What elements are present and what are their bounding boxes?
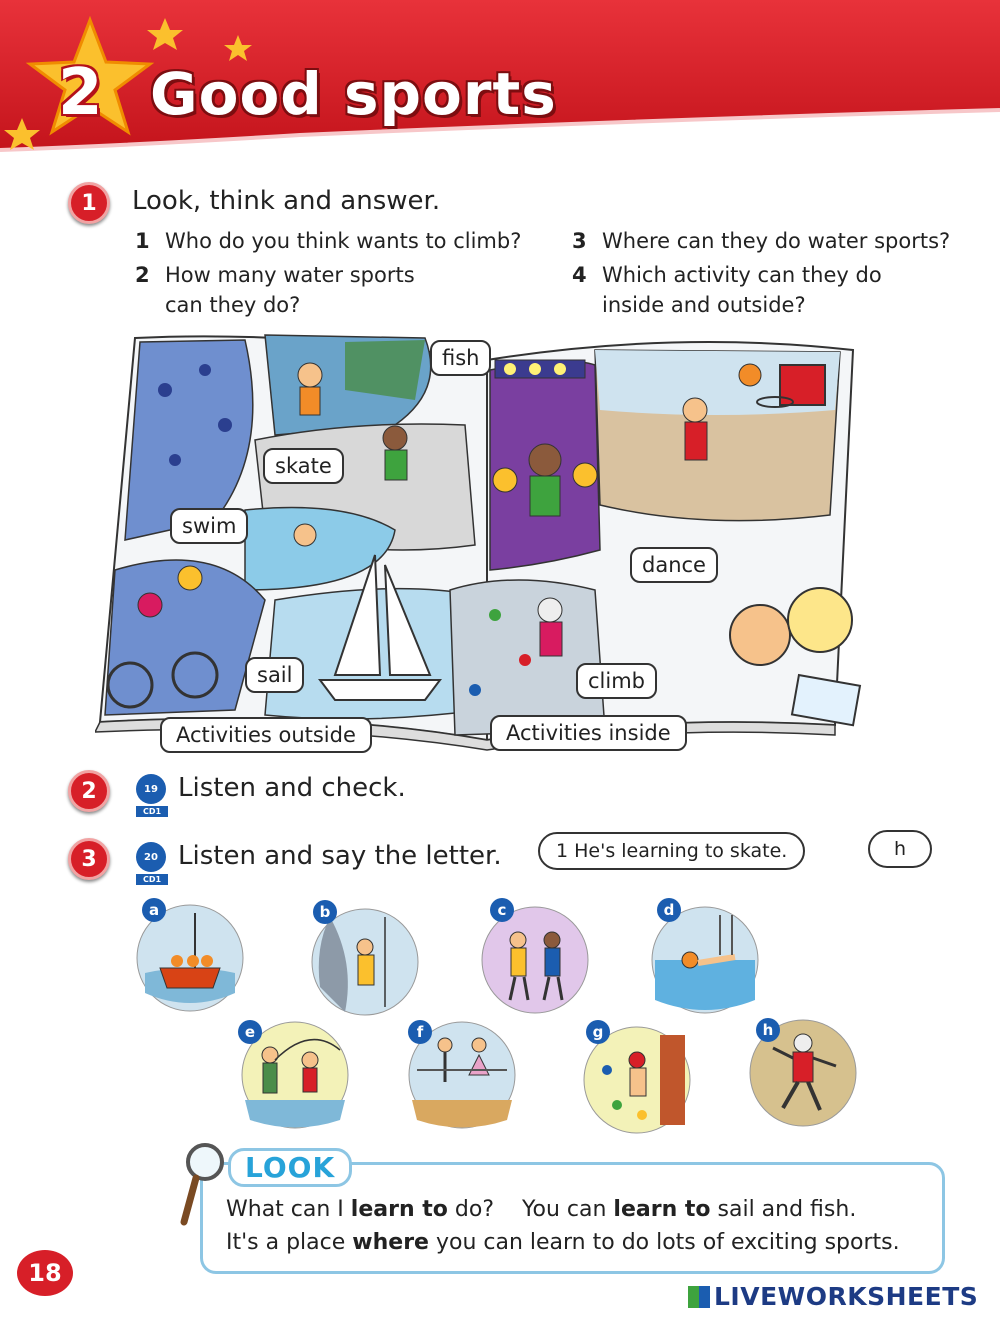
cd-label: CD1 <box>136 806 168 817</box>
page-title: Good sports <box>150 60 557 128</box>
question-text: inside and outside? <box>602 293 806 317</box>
answer-speech-bubble: h <box>868 830 932 868</box>
look-line-1 <box>226 1197 856 1222</box>
picture-letter-a: a <box>142 898 166 922</box>
picture-letter-c: c <box>490 898 514 922</box>
child-basketball-icon <box>683 398 707 422</box>
child-fishing-icon <box>298 363 322 387</box>
look-bold-text: learn to <box>613 1197 711 1222</box>
look-text: sail and fish. <box>710 1197 857 1222</box>
question-text: Who do you think wants to climb? <box>165 229 522 253</box>
section-label-outside: Activities outside <box>160 717 372 753</box>
picture-letter-d: d <box>657 898 681 922</box>
exercise-3-badge: 3 <box>68 838 110 880</box>
question-text: can they do? <box>165 293 301 317</box>
question-text: Which activity can they do <box>602 263 882 287</box>
picture-letter-h: h <box>756 1018 780 1042</box>
cd-label: CD1 <box>136 874 168 885</box>
look-tag: LOOK <box>228 1148 352 1187</box>
child-cycling-icon <box>138 593 162 617</box>
child-climbing-icon <box>538 598 562 622</box>
brand-grid-icon <box>688 1286 710 1308</box>
look-text: What can I <box>226 1197 351 1222</box>
cd-track-20-icon[interactable] <box>136 842 168 886</box>
child-swimming-icon <box>294 524 316 546</box>
picture-letter-b: b <box>313 900 337 924</box>
question-number: 2 <box>135 263 150 287</box>
picture-letter-f: f <box>408 1020 432 1044</box>
question-number: 4 <box>572 263 587 287</box>
exercise-3-instruction: Listen and say the letter. <box>178 841 502 871</box>
exercise-2-badge: 2 <box>68 770 110 812</box>
question-3 <box>572 229 950 253</box>
label-climb: climb <box>576 663 657 699</box>
question-text: How many water sports <box>165 263 415 287</box>
look-bold-text: learn to <box>350 1197 448 1222</box>
label-fish: fish <box>430 340 491 376</box>
look-text: It's a place <box>226 1230 353 1255</box>
child-reading-icon <box>730 605 790 665</box>
example-speech-bubble: 1 He's learning to skate. <box>538 832 805 870</box>
picture-c-skating-icon[interactable] <box>480 905 590 1015</box>
exercise-1-instruction: Look, think and answer. <box>132 186 441 216</box>
section-label-inside: Activities inside <box>490 715 687 751</box>
unit-number: 2 <box>58 56 103 130</box>
question-number: 3 <box>572 229 587 253</box>
brand-logo <box>688 1282 978 1311</box>
magnifying-glass-icon <box>178 1140 228 1230</box>
cd-track-19-icon[interactable] <box>136 774 168 818</box>
look-text: do? You can <box>447 1197 614 1222</box>
cd-track-number: 20 <box>136 842 166 872</box>
label-dance: dance <box>630 547 718 583</box>
basketball-icon <box>739 364 761 386</box>
label-swim: swim <box>170 508 248 544</box>
child-dancing-icon <box>529 444 561 476</box>
label-skate: skate <box>263 448 344 484</box>
exercise-2-instruction: Listen and check. <box>178 773 406 803</box>
brand-text: LIVEWORKSHEETS <box>714 1282 979 1311</box>
question-text: Where can they do water sports? <box>602 229 951 253</box>
activities-book-illustration <box>95 330 865 760</box>
question-1 <box>135 229 521 253</box>
exercise-1-badge: 1 <box>68 182 110 224</box>
look-bold-text: where <box>352 1230 429 1255</box>
look-line-2 <box>226 1230 900 1255</box>
label-sail: sail <box>245 657 304 693</box>
question-number: 1 <box>135 229 150 253</box>
picture-letter-g: g <box>586 1020 610 1044</box>
look-text: you can learn to do lots of exciting sports. <box>428 1230 900 1255</box>
child-skating-icon <box>383 426 407 450</box>
question-2 <box>135 263 415 323</box>
question-4 <box>572 263 882 323</box>
cd-track-number: 19 <box>136 774 166 804</box>
picture-letter-e: e <box>238 1020 262 1044</box>
page-number: 18 <box>17 1250 73 1296</box>
